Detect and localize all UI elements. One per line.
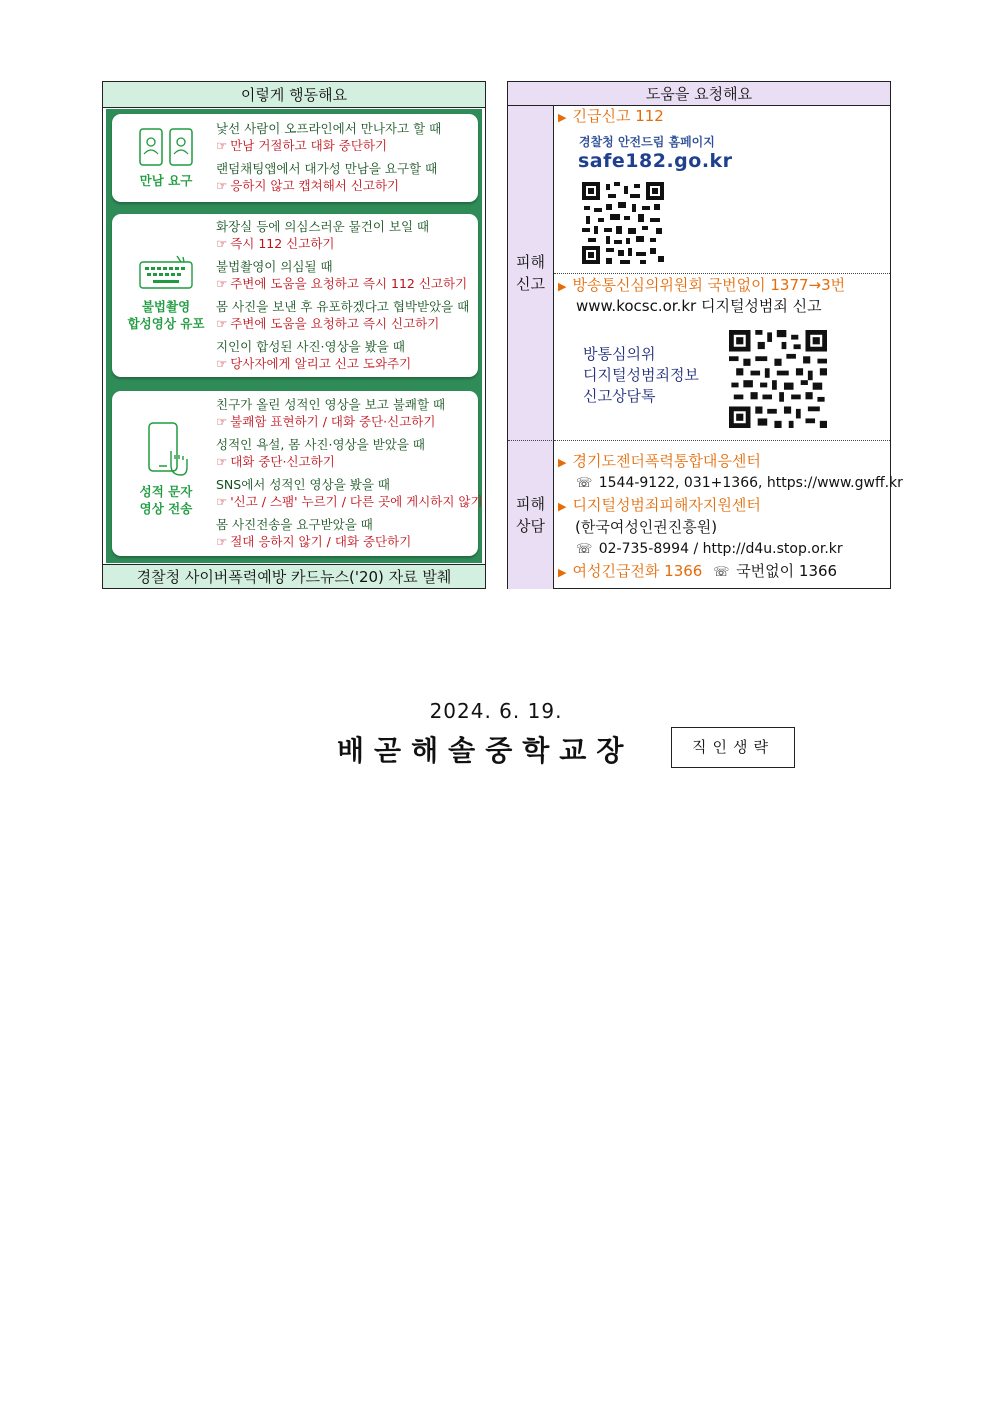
action-text: 절대 응하지 않기 / 대화 중단하기 — [230, 534, 412, 549]
smartphone-touch-icon — [141, 421, 191, 479]
action-text: 불쾌함 표현하기 / 대화 중단·신고하기 — [230, 414, 436, 429]
situation-text: 성적인 욕설, 몸 사진·영상을 받았을 때 — [216, 437, 425, 452]
action-text: 당사자에게 알리고 신고 도와주기 — [230, 356, 412, 371]
pointing-hand-icon: ☞ — [216, 534, 228, 549]
kocsc-caption-line1: 방통심의위 — [583, 345, 656, 363]
kocsc-talk-caption — [583, 344, 699, 407]
card-filming-items — [216, 218, 472, 378]
situation-text: 지인이 합성된 사진·영상을 봤을 때 — [216, 339, 405, 354]
arrow-icon: ▶ — [558, 456, 567, 469]
hotline-number[interactable]: 국번없이 1366 — [736, 562, 838, 580]
action-text: 주변에 도움을 요청하고 즉시 112 신고하기 — [230, 276, 468, 291]
action-line — [216, 315, 472, 332]
list-item — [216, 298, 472, 332]
kocsc-url-line[interactable]: www.kocsc.or.kr 디지털성범죄 신고 — [576, 297, 822, 315]
action-text: 즉시 112 신고하기 — [230, 236, 335, 251]
issue-date: 2024. 6. 19. — [429, 699, 563, 723]
counsel-center2-name: 디지털성범죄피해자지원센터 — [572, 496, 761, 514]
list-item — [216, 258, 472, 292]
police-site-caption: 경찰청 안전드림 홈페이지 — [579, 135, 715, 149]
help-request-title: 도움을 요청해요 — [508, 82, 890, 106]
list-item — [216, 516, 472, 550]
emergency-heading-text: 긴급신고 112 — [572, 107, 664, 125]
counsel-center2-contact[interactable]: 02-735-8994 / http://d4u.stop.or.kr — [598, 541, 843, 557]
situation-text: 화장실 등에 의심스러운 물건이 보일 때 — [216, 219, 430, 234]
pointing-hand-icon: ☞ — [216, 454, 228, 469]
counsel-center1-heading — [558, 451, 761, 473]
counsel-center2-heading — [558, 495, 761, 517]
pointing-hand-icon: ☞ — [216, 494, 228, 509]
pointing-hand-icon: ☞ — [216, 356, 228, 371]
counsel-center1-contact-line — [576, 473, 903, 494]
card-filming-label — [120, 298, 212, 332]
help-request-panel — [507, 81, 903, 589]
kocsc-section — [554, 274, 890, 441]
seal-omitted-box: 직인생략 — [671, 727, 795, 768]
card-messages-label-line1: 성적 문자 — [139, 484, 193, 499]
situation-text: 낯선 사람이 오프라인에서 만나자고 할 때 — [216, 121, 442, 136]
emergency-section — [554, 106, 890, 274]
smartphones-people-icon — [136, 126, 196, 168]
card-meeting-items — [216, 120, 472, 200]
card-meeting-label: 만남 요구 — [139, 173, 193, 188]
pointing-hand-icon: ☞ — [216, 316, 228, 331]
kocsc-caption-line3: 신고상담톡 — [583, 387, 656, 405]
list-item — [216, 218, 472, 252]
arrow-icon: ▶ — [558, 566, 567, 579]
card-filming-label-line1: 불법촬영 — [141, 299, 191, 314]
action-text: 만남 거절하고 대화 중단하기 — [230, 138, 388, 153]
action-line — [216, 413, 472, 430]
card-filming-label-line2: 합성영상 유포 — [127, 316, 205, 331]
pointing-hand-icon: ☞ — [216, 178, 228, 193]
card-meeting-request — [112, 114, 478, 202]
action-text: 응하지 않고 캡쳐해서 신고하기 — [230, 178, 400, 193]
phone-icon: ☏ — [576, 542, 593, 557]
category-report-line1: 피해 — [516, 253, 545, 271]
category-damage-report — [508, 106, 554, 441]
situation-text: 몸 사진전송을 요구받았을 때 — [216, 517, 373, 532]
category-damage-counsel — [508, 441, 554, 589]
card-meeting-icon-group — [120, 126, 212, 189]
pointing-hand-icon: ☞ — [216, 276, 228, 291]
action-text: 주변에 도움을 요청하고 즉시 신고하기 — [230, 316, 440, 331]
counsel-section — [554, 441, 903, 589]
situation-text: 랜덤채팅앱에서 대가성 만남을 요구할 때 — [216, 161, 438, 176]
counsel-center2-contact-line — [576, 539, 843, 560]
card-messages-label — [120, 483, 212, 517]
pointing-hand-icon: ☞ — [216, 138, 228, 153]
hotline-line — [558, 561, 837, 583]
action-line — [216, 453, 472, 470]
action-line — [216, 533, 472, 550]
card-messages-items — [216, 396, 483, 556]
list-item — [216, 396, 472, 430]
arrow-icon: ▶ — [558, 111, 567, 124]
card-messages-icon-group — [120, 421, 212, 517]
pointing-hand-icon: ☞ — [216, 414, 228, 429]
qr-code-icon[interactable] — [582, 182, 664, 264]
phone-icon: ☏ — [713, 565, 730, 580]
hotline-name: 여성긴급전화 1366 — [572, 562, 703, 580]
counsel-center2-org: (한국여성인권진흥원) — [575, 518, 718, 536]
situation-text: 친구가 올린 성적인 영상을 보고 불쾌할 때 — [216, 397, 446, 412]
situation-text: 몸 사진을 보낸 후 유포하겠다고 협박받았을 때 — [216, 299, 470, 314]
counsel-center1-name: 경기도젠더폭력통합대응센터 — [572, 452, 761, 470]
behavior-guide-panel — [102, 81, 486, 589]
arrow-icon: ▶ — [558, 500, 567, 513]
action-text: 대화 중단·신고하기 — [230, 454, 335, 469]
category-counsel-line1: 피해 — [516, 495, 545, 513]
card-illegal-filming — [112, 214, 478, 377]
situation-text: 불법촬영이 의심될 때 — [216, 259, 333, 274]
police-site-url[interactable]: safe182.go.kr — [578, 150, 733, 172]
category-counsel-line2: 상담 — [516, 517, 545, 535]
behavior-guide-body — [106, 109, 482, 563]
action-line — [216, 235, 472, 252]
action-line — [216, 137, 472, 154]
kocsc-heading — [558, 275, 845, 297]
list-item — [216, 120, 472, 154]
counsel-center1-contact[interactable]: 1544-9122, 031+1366, https://www.gwff.kr — [598, 475, 903, 491]
qr-code-icon[interactable] — [729, 330, 827, 428]
action-line — [216, 355, 472, 372]
kocsc-heading-text: 방송통신심의위원회 국번없이 1377→3번 — [572, 276, 846, 294]
phone-icon: ☏ — [576, 476, 593, 491]
arrow-icon: ▶ — [558, 280, 567, 293]
card-filming-icon-group — [120, 254, 212, 332]
card-sexual-messages — [112, 391, 483, 556]
card-messages-label-line2: 영상 전송 — [139, 501, 193, 516]
emergency-heading — [558, 106, 664, 128]
action-text: '신고 / 스팸' 누르기 / 다른 곳에 게시하지 않기 — [230, 494, 483, 509]
situation-text: SNS에서 성적인 영상을 봤을 때 — [216, 477, 390, 492]
list-item — [216, 338, 472, 372]
category-report-line2: 신고 — [516, 275, 545, 293]
kocsc-caption-line2: 디지털성범죄정보 — [583, 366, 699, 384]
behavior-guide-title: 이렇게 행동해요 — [103, 82, 485, 108]
list-item — [216, 476, 483, 510]
keyboard-typing-icon — [137, 254, 195, 294]
principal-name: 배곧해솔중학교장 — [337, 734, 634, 767]
action-line — [216, 493, 483, 510]
source-note: 경찰청 사이버폭력예방 카드뉴스('20) 자료 발췌 — [103, 564, 485, 588]
list-item — [216, 160, 472, 194]
action-line — [216, 177, 472, 194]
list-item — [216, 436, 472, 470]
action-line — [216, 275, 472, 292]
pointing-hand-icon: ☞ — [216, 236, 228, 251]
